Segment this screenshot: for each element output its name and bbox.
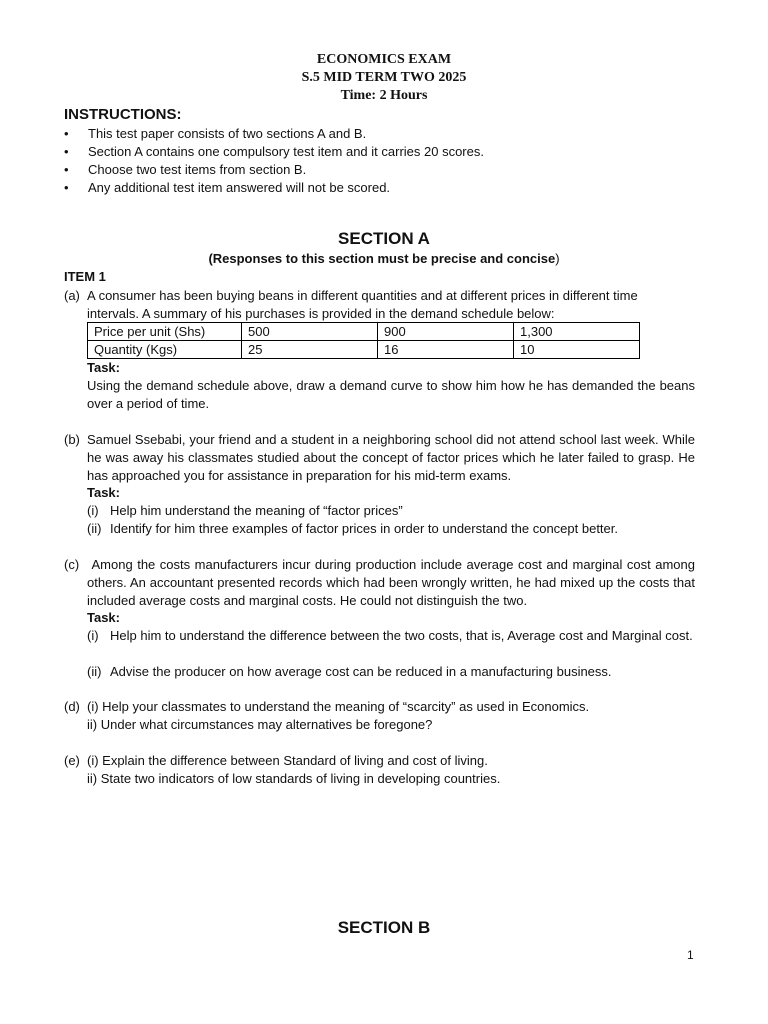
table-cell: Price per unit (Shs) (88, 323, 242, 341)
question-b-i-label: (i) (87, 503, 99, 518)
question-c-ii-label: (ii) (87, 664, 102, 679)
instruction-item: • Choose two test items from section B. (64, 161, 704, 179)
question-c-ii-text: Advise the producer on how average cost can be reduced in a manufacturing business. (110, 664, 612, 679)
question-c-i-text: Help him to understand the difference between the two costs, that is, Average cost and Marginal cost. (110, 628, 693, 643)
instructions-heading: INSTRUCTIONS: (64, 106, 182, 123)
question-a-label: (a) (64, 288, 80, 303)
exam-subtitle: S.5 MID TERM TWO 2025 (301, 70, 467, 85)
section-a-note-end: ) (555, 251, 560, 266)
page-number: 1 (687, 948, 694, 962)
demand-schedule-table (87, 322, 640, 359)
question-b-ii-label: (ii) (87, 521, 102, 536)
question-d-ii: ii) Under what circumstances may alternatives be foregone? (87, 717, 433, 732)
table-cell: 10 (514, 341, 640, 359)
question-c-i-label: (i) (87, 628, 99, 643)
section-a-note-text: (Responses to this section must be precise and concise (208, 251, 556, 266)
question-c-label: (c) (64, 557, 80, 572)
question-a-task-text: Using the demand schedule above, draw a demand curve to show him how he has demanded the beans over a period of time. (87, 378, 695, 411)
question-e-ii: ii) State two indicators of low standards of living in developing countries. (87, 771, 501, 786)
item-label: ITEM 1 (64, 269, 106, 284)
question-e-label: (e) (64, 753, 80, 768)
question-b-ii-text: Identify for him three examples of factor prices in order to understand the concept better. (110, 521, 618, 536)
question-b-task-label: Task: (87, 485, 120, 500)
section-a-note (0, 251, 768, 266)
question-c-text: Among the costs manufacturers incur during production include average cost and marginal cost among others. An accountant presented records which had been wrongly written, he had mixed up the costs that included average costs and marginal costs. He could not distinguish the two. (87, 557, 699, 608)
question-b-text: Samuel Ssebabi, your friend and a student in a neighboring school did not attend school last week. While he was away his classmates studied about the concept of factor prices which he later failed to grasp. He has approached you for assistance in preparation for his mid-term exams. (87, 432, 695, 483)
question-c-task-label: Task: (87, 610, 120, 625)
table-cell: 25 (242, 341, 378, 359)
question-d-label: (d) (64, 699, 80, 714)
instruction-item: • This test paper consists of two sections A and B. (64, 125, 704, 143)
question-a-task-label: Task: (87, 360, 120, 375)
question-b-label: (b) (64, 432, 80, 447)
table-cell: Quantity (Kgs) (88, 341, 242, 359)
section-b-heading: SECTION B (337, 918, 431, 937)
table-row (88, 323, 640, 341)
table-cell: 16 (378, 341, 514, 359)
exam-time: Time: 2 Hours (340, 88, 428, 103)
table-cell: 500 (242, 323, 378, 341)
instruction-item: • Any additional test item answered will not be scored. (64, 179, 704, 197)
question-b-i-text: Help him understand the meaning of “factor prices” (110, 503, 403, 518)
instructions-list (64, 125, 704, 197)
exam-title: ECONOMICS EXAM (316, 52, 452, 67)
instruction-item: • Section A contains one compulsory test item and it carries 20 scores. (64, 143, 704, 161)
table-cell: 1,300 (514, 323, 640, 341)
question-a-line2: intervals. A summary of his purchases is provided in the demand schedule below: (87, 306, 555, 321)
question-a-line1: A consumer has been buying beans in different quantities and at different prices in different time (87, 288, 638, 303)
table-cell: 900 (378, 323, 514, 341)
question-d-i: (i) Help your classmates to understand the meaning of “scarcity” as used in Economics. (87, 699, 590, 714)
section-a-heading: SECTION A (338, 229, 430, 248)
table-row (88, 341, 640, 359)
question-e-i: (i) Explain the difference between Standard of living and cost of living. (87, 753, 488, 768)
